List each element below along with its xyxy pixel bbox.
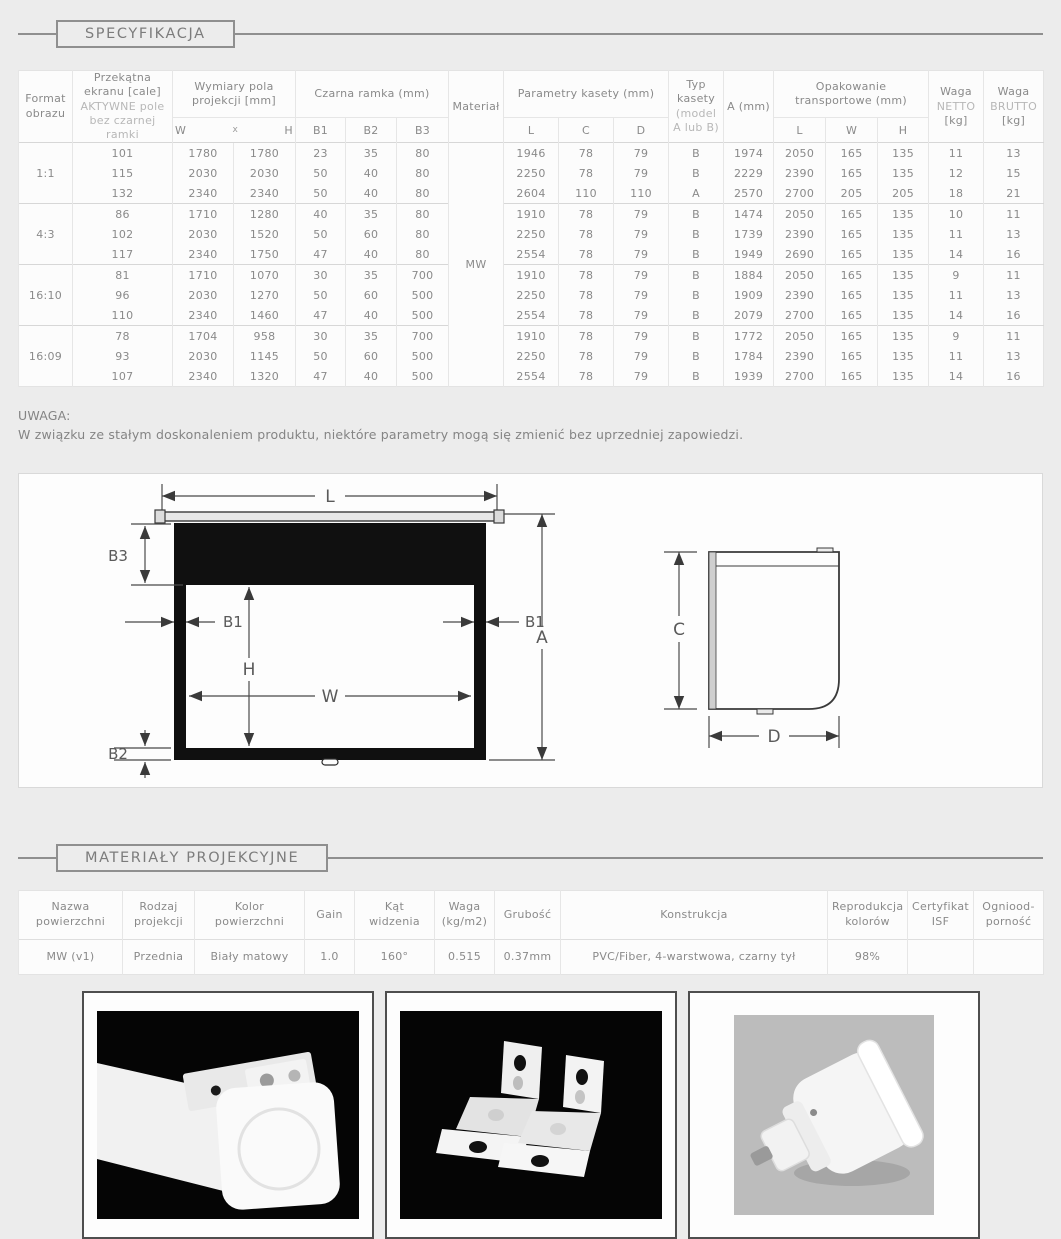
spec-cell: 135: [878, 224, 929, 244]
spec-cell: 80: [397, 204, 449, 225]
spec-cell: 2700: [774, 183, 826, 204]
spec-cell: 1910: [504, 204, 559, 225]
spec-cell: 102: [73, 224, 173, 244]
spec-section-title: SPECYFIKACJA: [56, 20, 235, 48]
dim-label-h: H: [242, 659, 256, 680]
spec-cell: 1949: [724, 244, 774, 265]
spec-cell: 165: [826, 204, 878, 225]
spec-cell: 135: [878, 285, 929, 305]
spec-cell: 110: [73, 305, 173, 326]
spec-cell: 11: [929, 346, 984, 366]
spec-cell: 78: [559, 143, 614, 164]
spec-cell: 165: [826, 366, 878, 387]
spec-cell: 40: [346, 366, 397, 387]
spec-cell: 2390: [774, 285, 826, 305]
product-image-casing-endcap: [82, 991, 374, 1239]
spec-cell: 1939: [724, 366, 774, 387]
format-cell: 4:3: [19, 204, 73, 265]
spec-cell: 115: [73, 163, 173, 183]
spec-cell: 107: [73, 366, 173, 387]
note-title: UWAGA:: [18, 408, 71, 424]
dimension-diagram: [18, 473, 1043, 788]
spec-cell: 11: [929, 285, 984, 305]
spec-cell: 60: [346, 224, 397, 244]
spec-cell: 79: [614, 265, 669, 286]
diagram-front-view: [114, 484, 555, 778]
spec-cell: B: [669, 265, 724, 286]
spec-cell: 80: [397, 244, 449, 265]
spec-cell: 60: [346, 285, 397, 305]
spec-cell: 2250: [504, 285, 559, 305]
spec-row: [19, 346, 1044, 366]
spec-cell: 1280: [234, 204, 296, 225]
spec-cell: 30: [296, 326, 346, 347]
spec-cell: 35: [346, 326, 397, 347]
subheader-pack-l: L: [774, 117, 826, 143]
spec-cell: 500: [397, 346, 449, 366]
spec-cell: 12: [929, 163, 984, 183]
spec-cell: 23: [296, 143, 346, 164]
col-header-cassette-type: Typ kasety (model A lub B): [669, 71, 724, 143]
spec-cell: 1772: [724, 326, 774, 347]
mat-col-construction: Konstrukcja: [561, 890, 828, 939]
col-header-weight-brutto: Waga BRUTTO [kg]: [984, 71, 1044, 143]
spec-cell: 135: [878, 204, 929, 225]
spec-cell: 50: [296, 183, 346, 204]
mat-cell-gain: 1.0: [305, 939, 355, 974]
spec-cell: 80: [397, 163, 449, 183]
subheader-cassette-c: C: [559, 117, 614, 143]
spec-cell: 1910: [504, 265, 559, 286]
spec-cell: 35: [346, 265, 397, 286]
spec-cell: 80: [397, 143, 449, 164]
spec-cell: 1460: [234, 305, 296, 326]
spec-cell: 1780: [173, 143, 234, 164]
subheader-pack-w: W: [826, 117, 878, 143]
mat-col-color-reproduction: Reprodukcja kolorów: [828, 890, 908, 939]
spec-cell: 2554: [504, 244, 559, 265]
spec-cell: 11: [984, 265, 1044, 286]
spec-row: [19, 265, 1044, 286]
divider-line: [18, 857, 56, 859]
mat-col-gain: Gain: [305, 890, 355, 939]
spec-cell: 11: [984, 204, 1044, 225]
spec-cell: 165: [826, 265, 878, 286]
spec-cell: 205: [878, 183, 929, 204]
product-image-roller-clutch: [688, 991, 980, 1239]
product-image-mounting-brackets: [385, 991, 677, 1239]
spec-cell: 13: [984, 346, 1044, 366]
note-text: W związku ze stałym doskonaleniem produktu, niektóre parametry mogą się zmienić bez uprzedniej zapowiedzi.: [18, 427, 744, 443]
spec-row: [19, 143, 1044, 164]
spec-cell: 2340: [173, 183, 234, 204]
spec-cell: 110: [614, 183, 669, 204]
spec-cell: 2700: [774, 305, 826, 326]
divider-line: [328, 857, 1043, 859]
spec-row: [19, 244, 1044, 265]
divider-line: [18, 33, 56, 35]
spec-cell: 78: [559, 366, 614, 387]
spec-cell: 86: [73, 204, 173, 225]
spec-cell: 79: [614, 346, 669, 366]
spec-cell: 700: [397, 326, 449, 347]
spec-cell: 2390: [774, 163, 826, 183]
spec-cell: 2030: [234, 163, 296, 183]
spec-cell: 13: [984, 285, 1044, 305]
subheader-b2: B2: [346, 117, 397, 143]
spec-cell: 500: [397, 366, 449, 387]
spec-cell: 11: [984, 326, 1044, 347]
spec-cell: 50: [296, 163, 346, 183]
spec-cell: 1145: [234, 346, 296, 366]
spec-cell: 2030: [173, 285, 234, 305]
spec-cell: 78: [559, 285, 614, 305]
spec-cell: 135: [878, 326, 929, 347]
spec-cell: 80: [397, 183, 449, 204]
spec-cell: 78: [559, 305, 614, 326]
spec-cell: 79: [614, 326, 669, 347]
spec-cell: 21: [984, 183, 1044, 204]
mat-col-surface-name: Nazwa powierzchni: [19, 890, 123, 939]
spec-cell: 1710: [173, 204, 234, 225]
dim-label-w: W: [321, 686, 339, 707]
mat-col-projection-type: Rodzaj projekcji: [123, 890, 195, 939]
subheader-cassette-d: D: [614, 117, 669, 143]
spec-row: [19, 204, 1044, 225]
spec-cell: 78: [73, 326, 173, 347]
spec-cell: 93: [73, 346, 173, 366]
dimension-diagram-svg: [19, 474, 1042, 787]
spec-cell: 135: [878, 143, 929, 164]
spec-cell: B: [669, 305, 724, 326]
spec-cell: 78: [559, 163, 614, 183]
spec-cell: 1909: [724, 285, 774, 305]
spec-cell: 2340: [234, 183, 296, 204]
col-header-a-mm: A (mm): [724, 71, 774, 143]
spec-cell: 2030: [173, 224, 234, 244]
spec-cell: 2390: [774, 346, 826, 366]
spec-cell: 2554: [504, 366, 559, 387]
spec-cell: 2250: [504, 224, 559, 244]
format-cell: 16:10: [19, 265, 73, 326]
spec-cell: 165: [826, 305, 878, 326]
spec-cell: 79: [614, 163, 669, 183]
materials-section-header: [18, 844, 1043, 872]
spec-cell: 2390: [774, 224, 826, 244]
spec-cell: 2050: [774, 204, 826, 225]
spec-row: [19, 305, 1044, 326]
spec-cell: B: [669, 224, 724, 244]
spec-cell: 135: [878, 305, 929, 326]
spec-cell: 50: [296, 285, 346, 305]
spec-row: [19, 366, 1044, 387]
spec-cell: 30: [296, 265, 346, 286]
col-header-weight-netto: Waga NETTO [kg]: [929, 71, 984, 143]
spec-cell: 165: [826, 285, 878, 305]
spec-cell: 79: [614, 305, 669, 326]
spec-cell: 9: [929, 265, 984, 286]
materials-section-title: MATERIAŁY PROJEKCYJNE: [56, 844, 328, 872]
spec-cell: 2570: [724, 183, 774, 204]
spec-row: [19, 224, 1044, 244]
spec-row: [19, 163, 1044, 183]
spec-cell: 2079: [724, 305, 774, 326]
mat-cell-viewing-angle: 160°: [355, 939, 435, 974]
spec-cell: 1884: [724, 265, 774, 286]
spec-cell: 79: [614, 224, 669, 244]
subheader-b3: B3: [397, 117, 449, 143]
dim-label-d: D: [767, 726, 781, 747]
spec-cell: 9: [929, 326, 984, 347]
spec-cell: 18: [929, 183, 984, 204]
mat-cell-fire-resistance: [974, 939, 1044, 974]
spec-cell: 80: [397, 224, 449, 244]
dim-label-c: C: [673, 619, 685, 640]
spec-cell: 1270: [234, 285, 296, 305]
dim-label-l: L: [325, 486, 335, 507]
spec-cell: 500: [397, 285, 449, 305]
spec-cell: 1710: [173, 265, 234, 286]
spec-row: [19, 183, 1044, 204]
spec-cell: B: [669, 346, 724, 366]
subheader-w-x-h: W x H: [173, 117, 296, 143]
spec-cell: 40: [346, 163, 397, 183]
spec-cell: 16: [984, 244, 1044, 265]
spec-cell: 78: [559, 204, 614, 225]
mat-col-isf-certificate: Certyfikat ISF: [908, 890, 974, 939]
spec-cell: 205: [826, 183, 878, 204]
materials-table: [18, 890, 1044, 975]
spec-cell: 79: [614, 366, 669, 387]
spec-cell: B: [669, 326, 724, 347]
spec-cell: 35: [346, 143, 397, 164]
mat-col-surface-color: Kolor powierzchni: [195, 890, 305, 939]
col-header-diagonal: Przekątna ekranu [cale] AKTYWNE pole bez czarnej ramki: [73, 71, 173, 143]
format-cell: 1:1: [19, 143, 73, 204]
spec-cell: 958: [234, 326, 296, 347]
mat-cell-isf-certificate: [908, 939, 974, 974]
spec-cell: 13: [984, 224, 1044, 244]
spec-cell: 40: [346, 183, 397, 204]
dim-label-b2: B2: [108, 744, 128, 763]
spec-cell: B: [669, 163, 724, 183]
spec-cell: 2050: [774, 143, 826, 164]
spec-cell: 101: [73, 143, 173, 164]
spec-cell: 700: [397, 265, 449, 286]
col-header-black-frame: Czarna ramka (mm): [296, 71, 449, 118]
spec-cell: 1750: [234, 244, 296, 265]
spec-cell: 13: [984, 143, 1044, 164]
spec-cell: 14: [929, 244, 984, 265]
spec-cell: 2250: [504, 346, 559, 366]
spec-cell: 14: [929, 366, 984, 387]
spec-cell: 165: [826, 224, 878, 244]
spec-cell: 2340: [173, 366, 234, 387]
spec-cell: 11: [929, 224, 984, 244]
spec-cell: B: [669, 143, 724, 164]
spec-cell: 110: [559, 183, 614, 204]
mat-cell-color-reproduction: 98%: [828, 939, 908, 974]
dim-label-b1-left: B1: [223, 612, 243, 631]
spec-cell: 47: [296, 305, 346, 326]
spec-table-body: [19, 143, 1044, 387]
mat-col-weight: Waga (kg/m2): [435, 890, 495, 939]
spec-cell: 1780: [234, 143, 296, 164]
spec-cell: 79: [614, 244, 669, 265]
spec-cell: 16: [984, 366, 1044, 387]
spec-cell: 78: [559, 265, 614, 286]
mat-cell-surface-color: Biały matowy: [195, 939, 305, 974]
product-images-row: [0, 991, 1061, 1239]
roller-clutch-photo: [734, 1015, 934, 1215]
mat-cell-construction: PVC/Fiber, 4-warstwowa, czarny tył: [561, 939, 828, 974]
spec-cell: 2050: [774, 326, 826, 347]
spec-cell: 165: [826, 244, 878, 265]
spec-cell: 1520: [234, 224, 296, 244]
spec-cell: 96: [73, 285, 173, 305]
spec-cell: 50: [296, 224, 346, 244]
spec-cell: 500: [397, 305, 449, 326]
spec-table: [18, 70, 1044, 387]
dim-label-b1-right: B1: [525, 612, 545, 631]
spec-cell: 79: [614, 204, 669, 225]
spec-cell: B: [669, 244, 724, 265]
spec-cell: 1320: [234, 366, 296, 387]
spec-cell: 40: [346, 244, 397, 265]
spec-cell: 1974: [724, 143, 774, 164]
format-cell: 16:09: [19, 326, 73, 387]
col-header-cassette: Parametry kasety (mm): [504, 71, 669, 118]
spec-cell: 1704: [173, 326, 234, 347]
spec-cell: 135: [878, 163, 929, 183]
wall-brackets-photo: [400, 1011, 662, 1219]
spec-cell: 2250: [504, 163, 559, 183]
spec-cell: 15: [984, 163, 1044, 183]
spec-cell: 2604: [504, 183, 559, 204]
spec-cell: 79: [614, 285, 669, 305]
spec-cell: 14: [929, 305, 984, 326]
spec-cell: 47: [296, 244, 346, 265]
spec-cell: 135: [878, 366, 929, 387]
spec-cell: 117: [73, 244, 173, 265]
spec-cell: 47: [296, 366, 346, 387]
spec-cell: 165: [826, 346, 878, 366]
spec-cell: 40: [296, 204, 346, 225]
spec-cell: 2340: [173, 305, 234, 326]
spec-cell: 35: [346, 204, 397, 225]
spec-cell: 135: [878, 346, 929, 366]
casing-endcap-photo: [97, 1011, 359, 1219]
spec-row: [19, 326, 1044, 347]
col-header-dimensions: Wymiary pola projekcji [mm]: [173, 71, 296, 118]
subheader-pack-h: H: [878, 117, 929, 143]
spec-cell: 78: [559, 326, 614, 347]
materials-row: [19, 939, 1044, 974]
mat-col-fire-resistance: Ogniood- porność: [974, 890, 1044, 939]
mat-col-thickness: Grubość: [495, 890, 561, 939]
dim-label-b3: B3: [108, 546, 128, 565]
spec-section-header: [18, 20, 1043, 48]
spec-cell: 78: [559, 224, 614, 244]
spec-cell: 2030: [173, 163, 234, 183]
spec-cell: 2700: [774, 366, 826, 387]
spec-cell: 1474: [724, 204, 774, 225]
spec-cell: 1946: [504, 143, 559, 164]
note-block: [18, 407, 1043, 445]
mat-col-viewing-angle: Kąt widzenia: [355, 890, 435, 939]
spec-cell: 2229: [724, 163, 774, 183]
spec-cell: 2690: [774, 244, 826, 265]
subheader-b1: B1: [296, 117, 346, 143]
spec-cell: 2340: [173, 244, 234, 265]
col-header-material: Materiał: [449, 71, 504, 143]
spec-cell: 132: [73, 183, 173, 204]
mat-cell-weight: 0.515: [435, 939, 495, 974]
mat-cell-thickness: 0.37mm: [495, 939, 561, 974]
dim-label-a: A: [536, 627, 548, 648]
spec-cell: 78: [559, 244, 614, 265]
col-header-format: Format obrazu: [19, 71, 73, 143]
spec-cell: 40: [346, 305, 397, 326]
spec-cell: B: [669, 366, 724, 387]
spec-cell: 165: [826, 163, 878, 183]
spec-cell: 1070: [234, 265, 296, 286]
spec-cell: A: [669, 183, 724, 204]
spec-cell: 1910: [504, 326, 559, 347]
spec-cell: 135: [878, 244, 929, 265]
spec-cell: 50: [296, 346, 346, 366]
spec-cell: B: [669, 204, 724, 225]
spec-cell: 78: [559, 346, 614, 366]
col-header-packaging: Opakowanie transportowe (mm): [774, 71, 929, 118]
subheader-cassette-l: L: [504, 117, 559, 143]
mat-cell-projection-type: Przednia: [123, 939, 195, 974]
spec-cell: 2050: [774, 265, 826, 286]
spec-cell: 10: [929, 204, 984, 225]
spec-cell: 135: [878, 265, 929, 286]
spec-cell: 81: [73, 265, 173, 286]
spec-cell: 60: [346, 346, 397, 366]
spec-cell: 165: [826, 143, 878, 164]
spec-cell: 2030: [173, 346, 234, 366]
spec-cell: 79: [614, 143, 669, 164]
diagram-side-view: [709, 548, 839, 714]
spec-row: [19, 285, 1044, 305]
spec-cell: B: [669, 285, 724, 305]
spec-cell: 1784: [724, 346, 774, 366]
spec-cell: 16: [984, 305, 1044, 326]
mat-cell-surface-name: MW (v1): [19, 939, 123, 974]
divider-line: [235, 33, 1043, 35]
spec-cell: 165: [826, 326, 878, 347]
spec-cell: 2554: [504, 305, 559, 326]
material-cell: MW: [449, 143, 504, 387]
spec-cell: 11: [929, 143, 984, 164]
spec-cell: 1739: [724, 224, 774, 244]
